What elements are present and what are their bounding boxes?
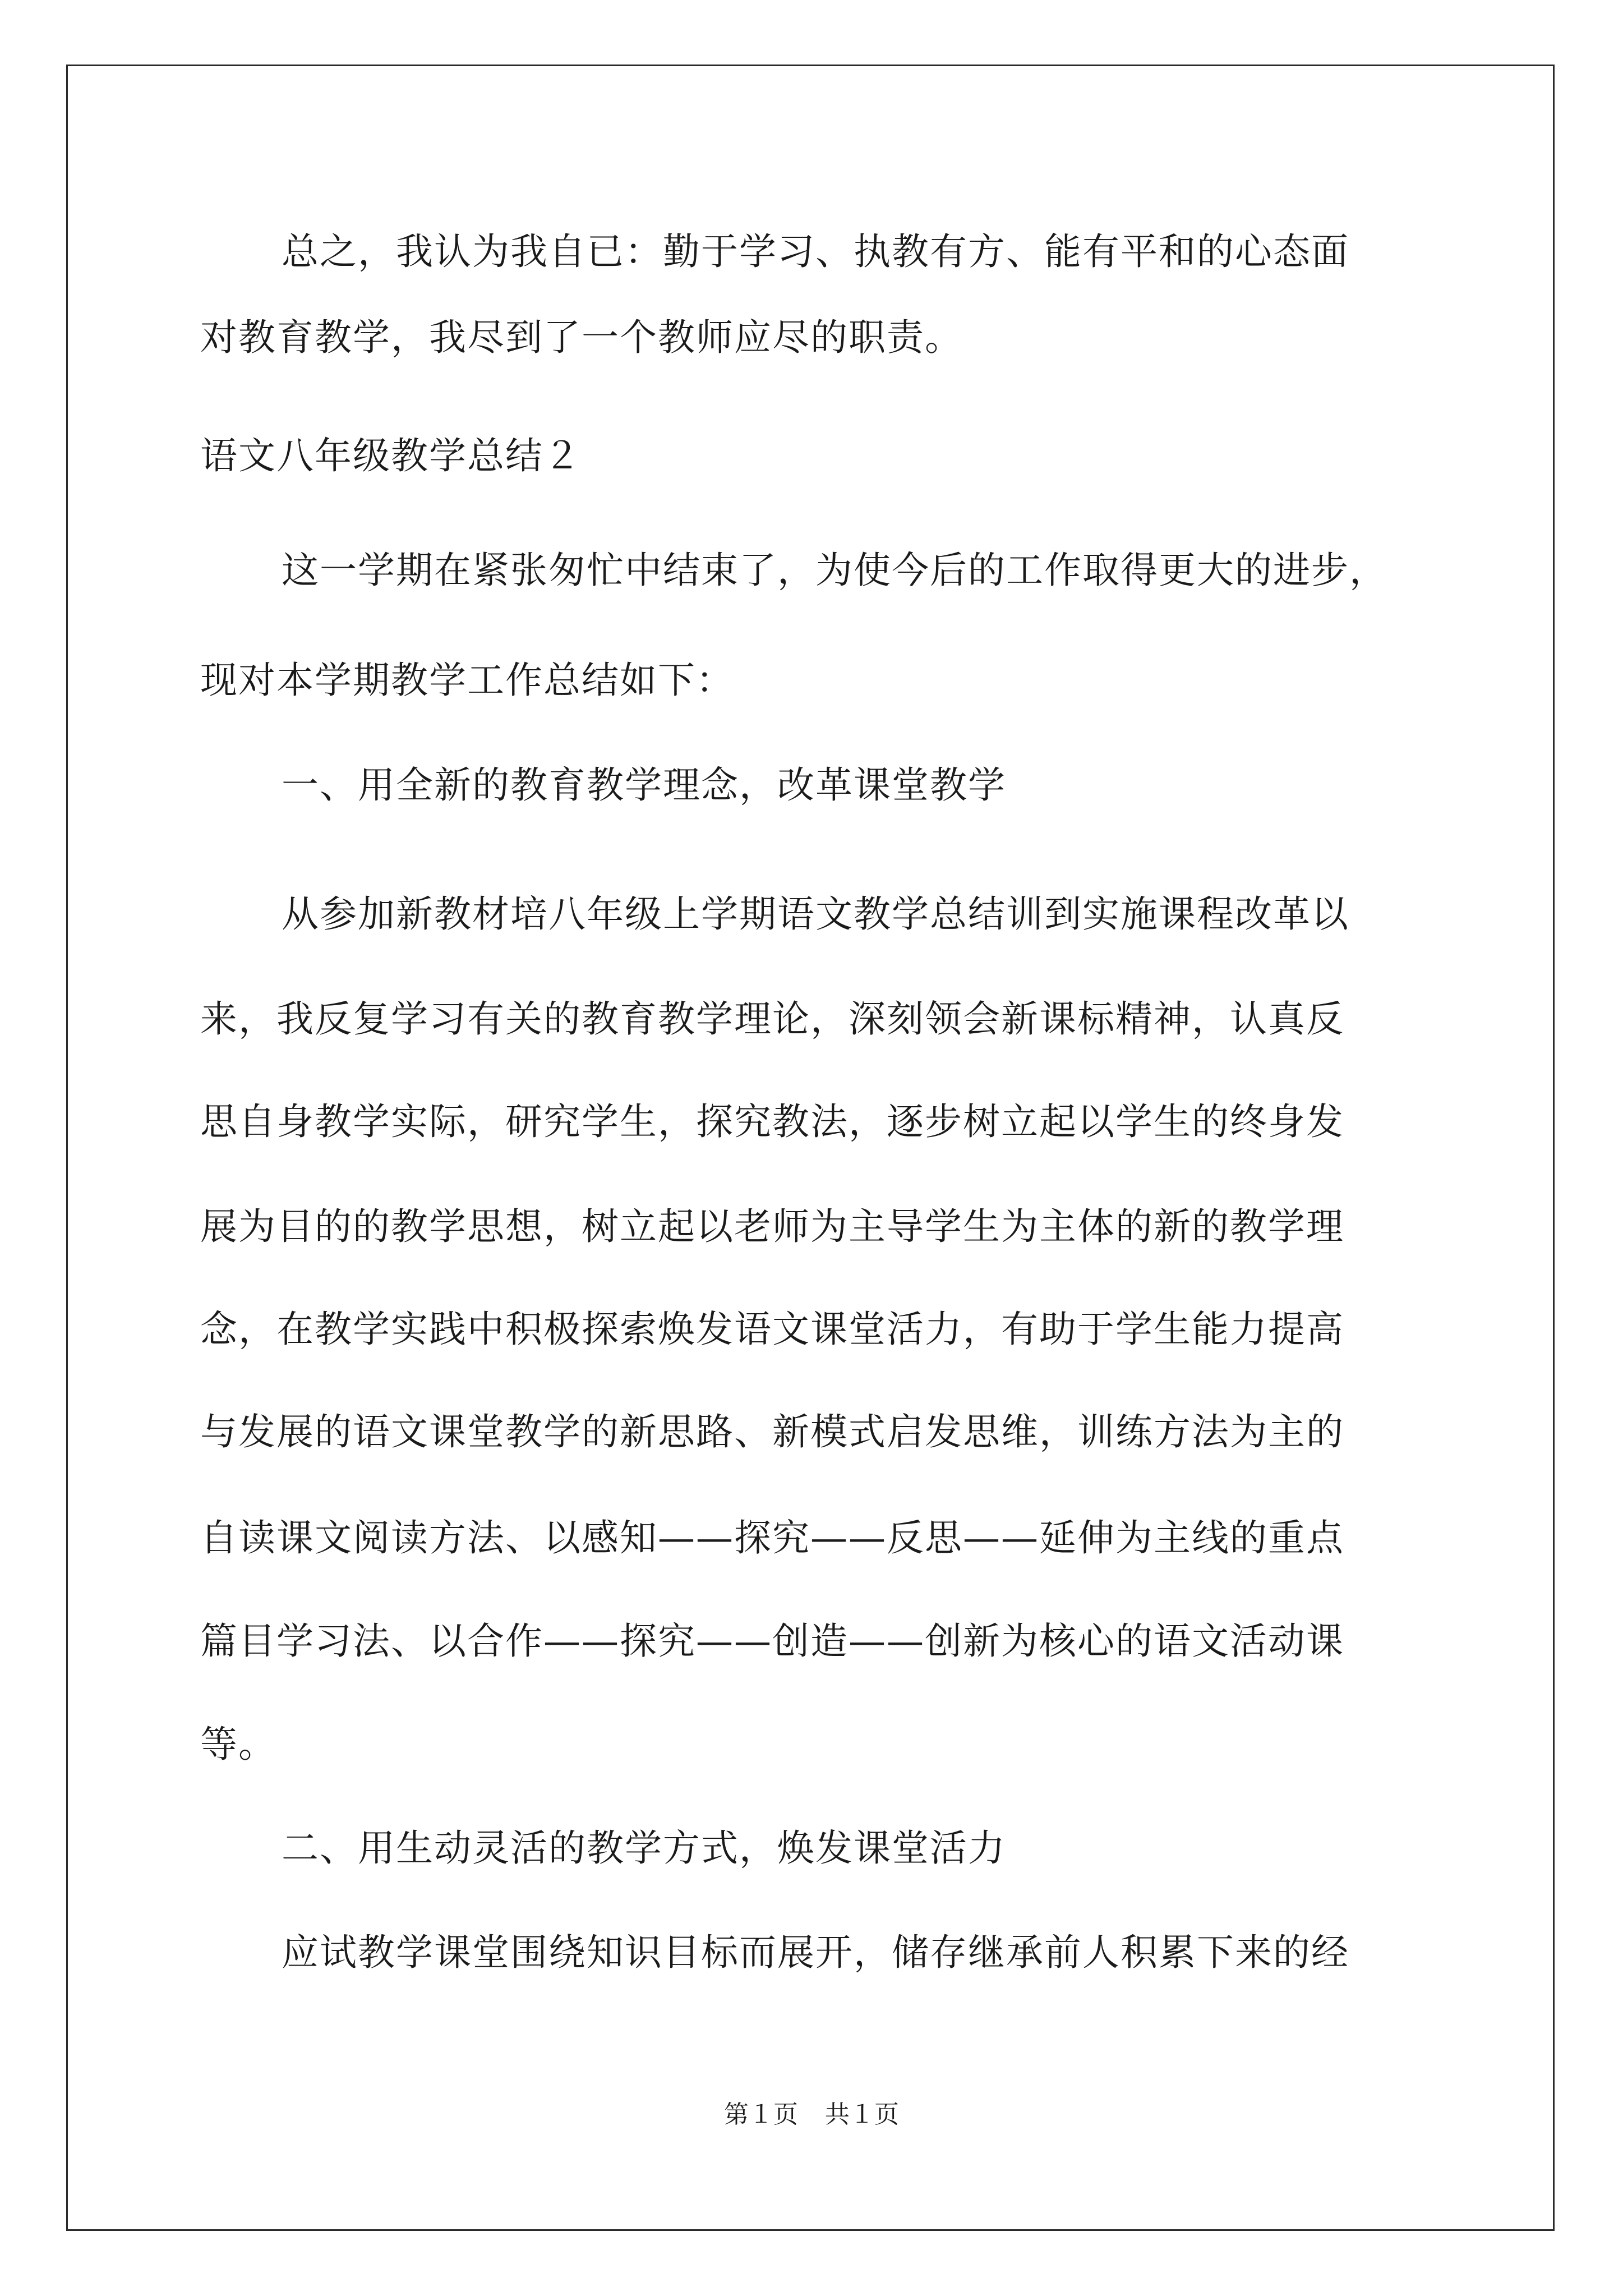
paragraph-line: 从参加新教材培八年级上学期语文教学总结训到实施课程改革以 — [282, 892, 1349, 936]
page-number: 第１页 — [724, 2100, 798, 2129]
paragraph-line: 对教育教学，我尽到了一个教师应尽的职责。 — [200, 316, 963, 359]
paragraph-line: 展为目的的教学思想，树立起以老师为主导学生为主体的新的教学理 — [200, 1205, 1344, 1248]
paragraph-line: 现对本学期教学工作总结如下： — [200, 659, 734, 702]
paragraph-line: 来，我反复学习有关的教育教学理论，深刻领会新课标精神，认真反 — [200, 997, 1344, 1041]
page-border — [66, 65, 1555, 2231]
paragraph-line: 自读课文阅读方法、以感知——探究——反思——延伸为主线的重点 — [200, 1516, 1344, 1559]
paragraph-line: 思自身教学实际，研究学生，探究教法，逐步树立起以学生的终身发 — [200, 1100, 1344, 1143]
subheading: 二、用生动灵活的教学方式，焕发课堂活力 — [282, 1826, 1006, 1870]
paragraph-line: 这一学期在紧张匆忙中结束了，为使今后的工作取得更大的进步， — [282, 549, 1387, 592]
subheading: 一、用全新的教育教学理念，改革课堂教学 — [282, 763, 1006, 807]
page-footer — [0, 2098, 1623, 2132]
section-heading: 语文八年级教学总结２ — [200, 434, 582, 477]
paragraph-line: 与发展的语文课堂教学的新思路、新模式启发思维，训练方法为主的 — [200, 1410, 1344, 1453]
paragraph-line: 总之，我认为我自已：勤于学习、执教有方、能有平和的心态面 — [282, 230, 1349, 273]
paragraph-line: 应试教学课堂围绕知识目标而展开，储存继承前人积累下来的经 — [282, 1931, 1349, 1974]
paragraph-line: 篇目学习法、以合作——探究——创造——创新为核心的语文活动课 — [200, 1619, 1344, 1663]
paragraph-line: 等。 — [200, 1723, 276, 1766]
paragraph-line: 念，在教学实践中积极探索焕发语文课堂活力，有助于学生能力提高 — [200, 1308, 1344, 1351]
page-total: 共１页 — [825, 2100, 899, 2129]
